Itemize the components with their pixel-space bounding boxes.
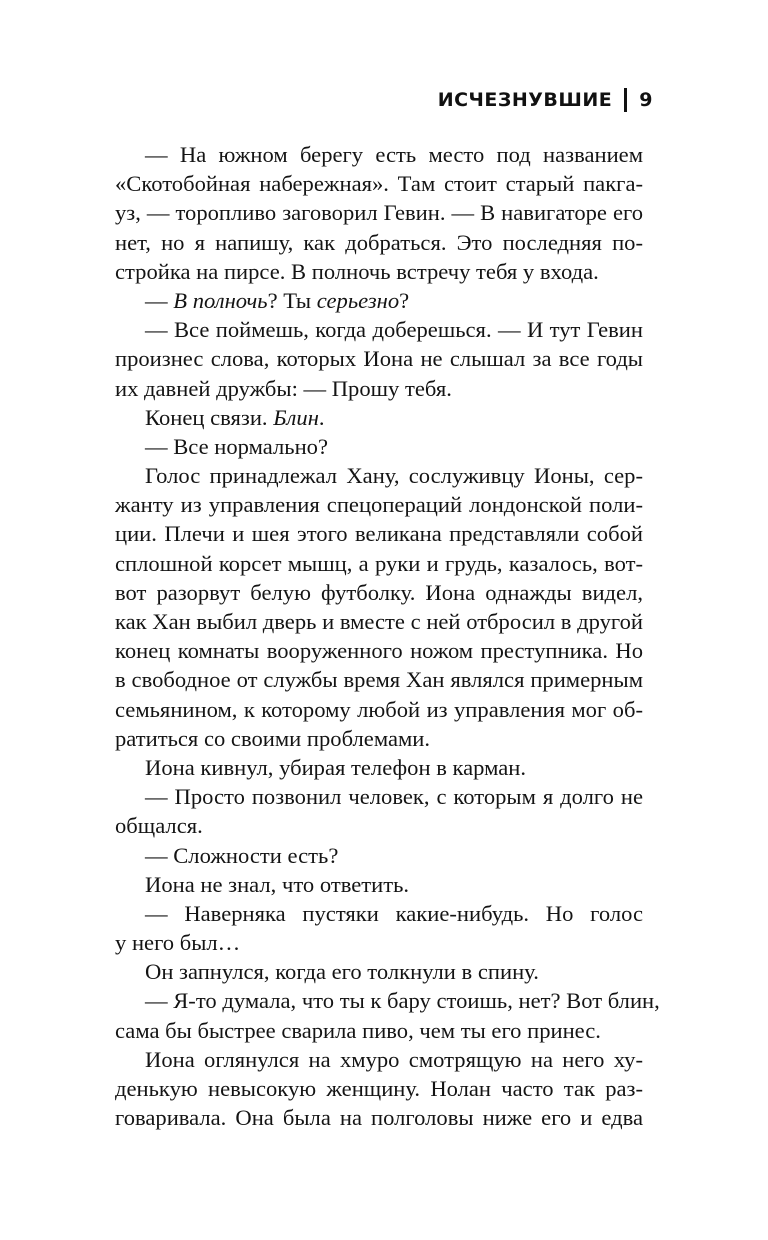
text-line: у него был… bbox=[115, 930, 241, 956]
text-line: ратиться со своими проблемами. bbox=[115, 725, 431, 751]
text-line: — Просто позвонил человек, с которым я долго не bbox=[145, 784, 643, 810]
text-line: Голос принадлежал Хану, сослуживцу Ионы, сер- bbox=[145, 463, 643, 489]
text-line: Иона кивнул, убирая телефон в карман. bbox=[145, 754, 527, 780]
text-line: как Хан выбил дверь и вместе с ней отбросил в другой bbox=[115, 609, 643, 634]
text-line: семьянином, к которому любой из управления мог об- bbox=[115, 696, 643, 722]
text-line: конец комнаты вооруженного ножом преступника. Но bbox=[115, 638, 643, 664]
text-segment: Конец связи. bbox=[145, 404, 274, 430]
text-line: — Я-то думала, что ты к бару стоишь, нет? Вот блин, bbox=[145, 988, 660, 1014]
text-line: общался. bbox=[115, 813, 203, 839]
text-line: сплошной корсет мышц, а руки и грудь, казалось, вот- bbox=[115, 550, 643, 576]
text-line: их давней дружбы: — Прошу тебя. bbox=[115, 375, 452, 401]
text-line: жанту из управления спецопераций лондонской поли- bbox=[115, 492, 643, 518]
text-line: — Все нормально? bbox=[145, 433, 329, 459]
text-line: Иона оглянулся на хмуро смотрящую на него ху- bbox=[145, 1046, 643, 1072]
text-line: денькую невысокую женщину. Нолан часто так раз- bbox=[115, 1076, 643, 1101]
text-line: нет, но я напишу, как добраться. Это последняя по- bbox=[115, 229, 643, 255]
text-segment: ? Ты bbox=[267, 287, 317, 313]
text-line: — Сложности есть? bbox=[145, 842, 339, 868]
text-segment: ? bbox=[399, 287, 410, 313]
text-line: в свободное от службы время Хан являлся примерным bbox=[115, 667, 643, 693]
text-line: стройка на пирсе. В полночь встречу тебя у входа. bbox=[115, 258, 599, 284]
italic-text: серьезно bbox=[316, 287, 400, 313]
page-number: 9 bbox=[639, 89, 653, 111]
body-text bbox=[115, 140, 660, 1132]
text-line: — Все поймешь, когда доберешься. — И тут Гевин bbox=[145, 317, 643, 343]
text-segment: . bbox=[318, 404, 325, 430]
book-title: ИСЧЕЗНУВШИЕ bbox=[437, 89, 613, 111]
text-line: Он запнулся, когда его толкнули в спину. bbox=[145, 959, 539, 985]
text-line: — На южном берегу есть место под названием bbox=[145, 142, 643, 167]
running-head bbox=[438, 88, 653, 112]
text-line bbox=[115, 286, 643, 315]
text-line: уз, — торопливо заговорил Гевин. — В навигаторе его bbox=[115, 200, 643, 226]
italic-text: Блин bbox=[273, 404, 319, 430]
text-line: вот разорвут белую футболку. Иона однажды видел, bbox=[115, 579, 643, 605]
text-segment: — bbox=[145, 287, 174, 313]
text-line: произнес слова, которых Иона не слышал за все годы bbox=[115, 346, 643, 372]
header-separator bbox=[624, 88, 627, 112]
text-line: «Скотобойная набережная». Там стоит старый пакга- bbox=[115, 171, 643, 197]
text-line bbox=[115, 403, 643, 432]
text-line: сама бы быстрее сварила пиво, чем ты его принес. bbox=[115, 1017, 601, 1043]
text-line: — Наверняка пустяки какие-нибудь. Но голос bbox=[145, 900, 643, 926]
text-line: ции. Плечи и шея этого великана представляли собой bbox=[115, 521, 643, 547]
text-line: Иона не знал, что ответить. bbox=[145, 871, 410, 897]
text-line: говаривала. Она была на полголовы ниже его и едва bbox=[115, 1105, 643, 1131]
italic-text: В полночь bbox=[173, 287, 268, 313]
